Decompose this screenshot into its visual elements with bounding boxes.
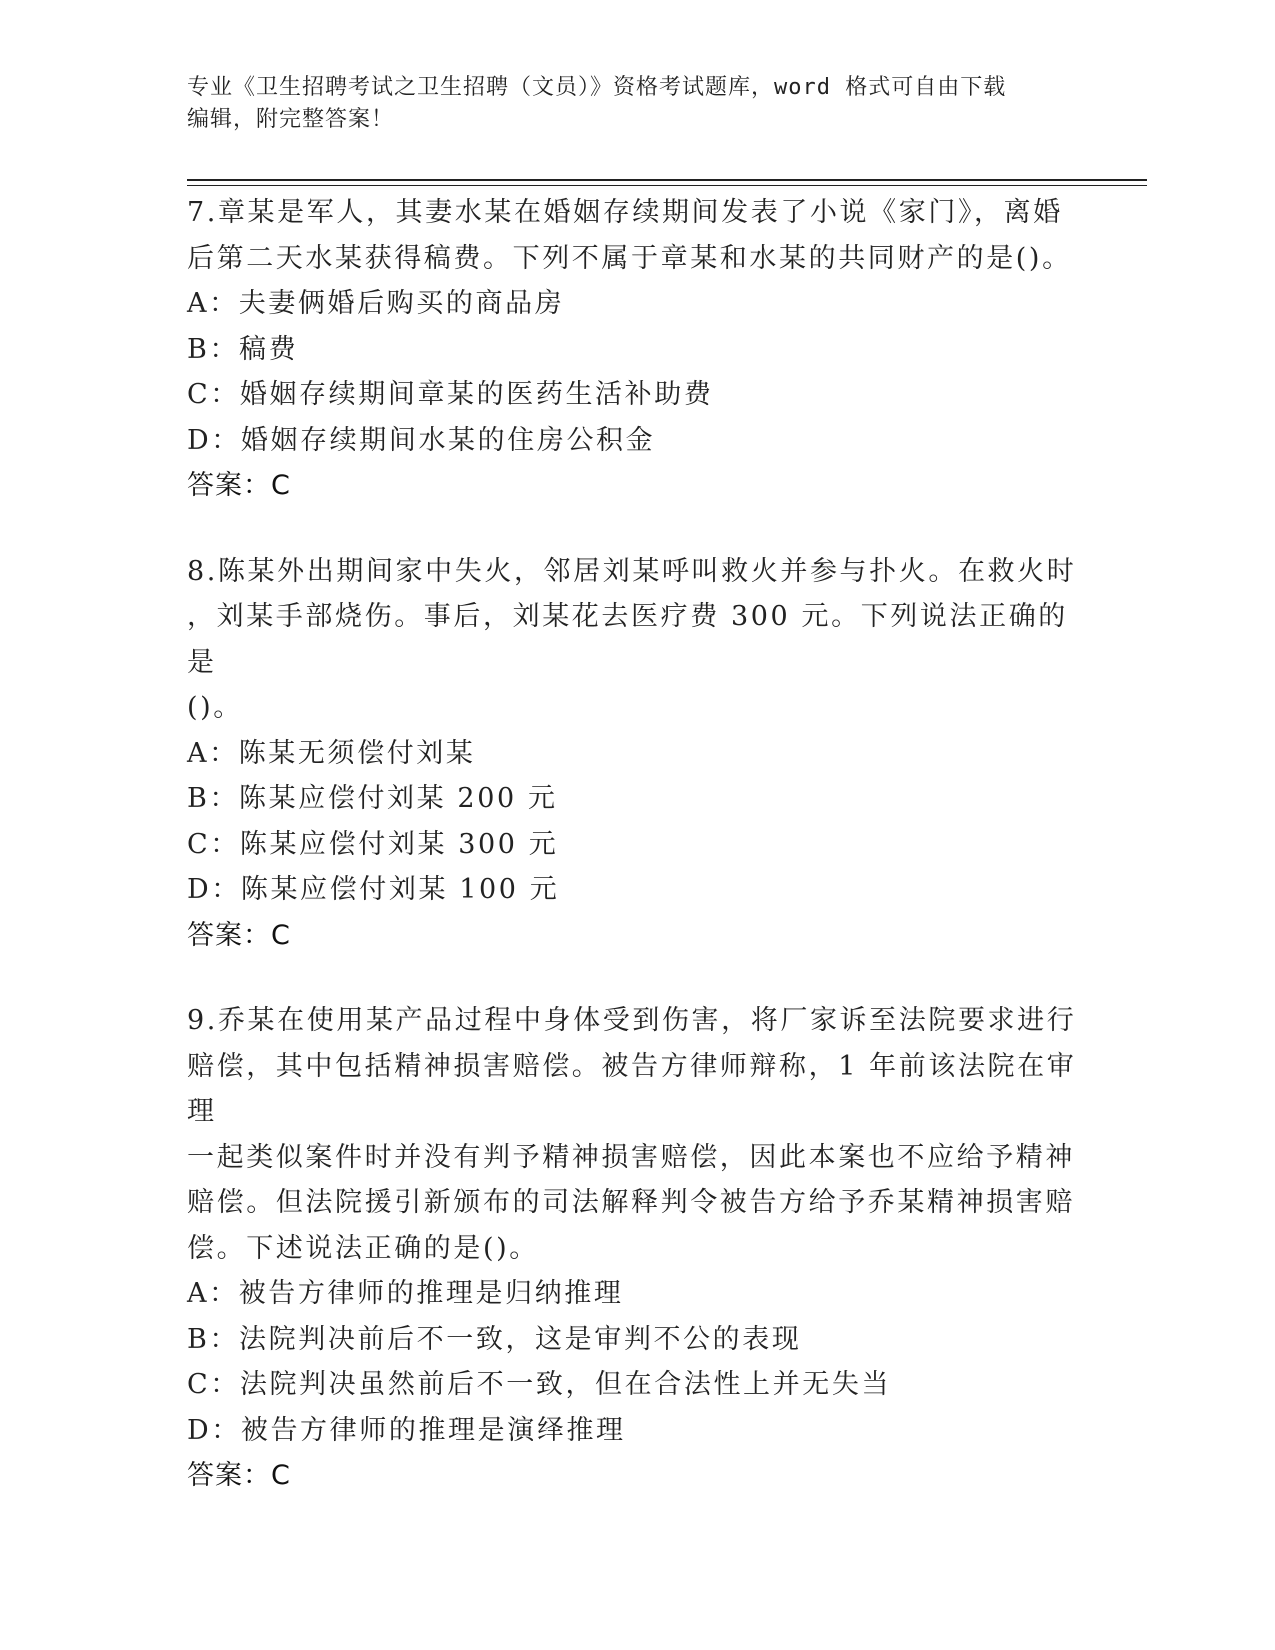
- question-text-line: 后第二天水某获得稿费。下列不属于章某和水某的共同财产的是()。: [187, 242, 1072, 274]
- option-c: C：陈某应偿付刘某 300 元: [187, 828, 559, 860]
- option-c: C：婚姻存续期间章某的医药生活补助费: [187, 379, 714, 410]
- header-line: 编辑，附完整答案！: [187, 107, 395, 132]
- question-text-line: 7.章某是军人，其妻水某在婚姻存续期间发表了小说《家门》，离婚: [187, 197, 1063, 228]
- question-text-line: 赔偿，其中包括精神损害赔偿。被告方律师辩称，1 年前该法院在审理: [187, 1050, 1077, 1127]
- question-text-line: 9.乔某在使用某产品过程中身体受到伤害，将厂家诉至法院要求进行: [187, 1005, 1077, 1036]
- answer: 答案：C: [187, 919, 291, 951]
- question-text-line: 偿。下述说法正确的是()。: [187, 1232, 539, 1264]
- option-b: B：法院判决前后不一致，这是审判不公的表现: [187, 1323, 802, 1355]
- header-rule-thick: [187, 179, 1147, 181]
- header-rule-thin: [187, 185, 1147, 186]
- option-b: B：稿费: [187, 333, 299, 365]
- option-d: D：被告方律师的推理是演绎推理: [187, 1414, 626, 1446]
- question-7: [187, 190, 1087, 509]
- answer: 答案：C: [187, 1460, 291, 1491]
- option-b: B：陈某应偿付刘某 200 元: [187, 783, 558, 814]
- option-a: A：陈某无须偿付刘某: [187, 737, 476, 769]
- question-text-line: 赔偿。但法院援引新颁布的司法解释判令被告方给予乔某精神损害赔: [187, 1187, 1075, 1218]
- header-line: 专业《卫生招聘考试之卫生招聘（文员）》资格考试题库，word 格式可自由下载: [187, 75, 1007, 100]
- option-d: D：婚姻存续期间水某的住房公积金: [187, 424, 656, 456]
- question-text-line: ()。: [187, 692, 243, 723]
- option-c: C：法院判决虽然前后不一致，但在合法性上并无失当: [187, 1369, 892, 1400]
- question-text-line: ，刘某手部烧伤。事后，刘某花去医疗费 300 元。下列说法正确的是: [187, 601, 1068, 678]
- question-8: [187, 549, 1087, 959]
- question-text-line: 一起类似案件时并没有判予精神损害赔偿，因此本案也不应给予精神: [187, 1141, 1075, 1173]
- question-9: [187, 998, 1087, 1499]
- option-a: A：被告方律师的推理是归纳推理: [187, 1278, 624, 1309]
- answer: 答案：C: [187, 470, 291, 501]
- option-a: A：夫妻俩婚后购买的商品房: [187, 288, 565, 319]
- option-d: D：陈某应偿付刘某 100 元: [187, 874, 560, 905]
- question-list: [187, 190, 1087, 1539]
- question-text-line: 8.陈某外出期间家中失火，邻居刘某呼叫救火并参与扑火。在救火时: [187, 555, 1077, 587]
- document-header: [187, 72, 1087, 136]
